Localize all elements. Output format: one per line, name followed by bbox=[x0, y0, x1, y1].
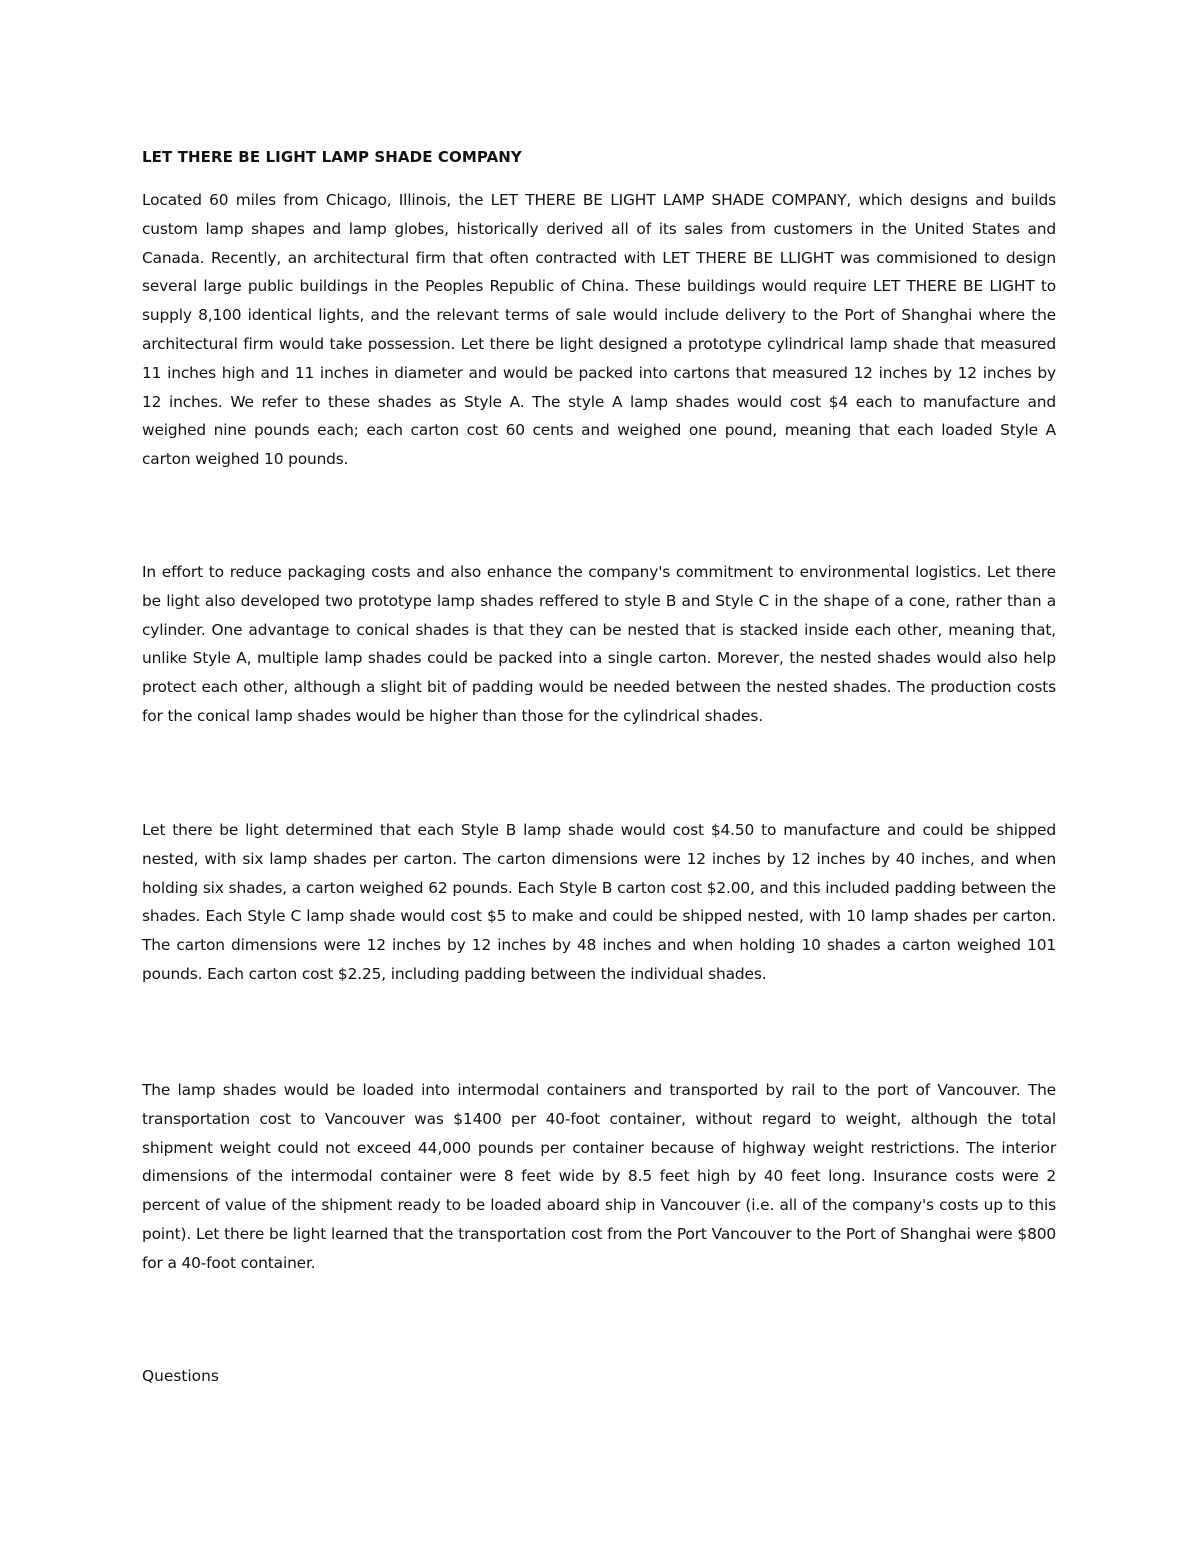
paragraph-transportation: The lamp shades would be loaded into intermodal containers and transported by rail to the port of Vancouver. The transportation cost to Vancouver was $1400 per 40-foot container, without regard to weight, although the total shipment weight could not exceed 44,000 pounds per container because of highway weight restrictions. The interior dimensions of the intermodal container were 8 feet wide by 8.5 feet high by 40 feet long. Insurance costs were 2 percent of value of the shipment ready to be loaded aboard ship in Vancouver (i.e. all of the company's costs up to this point). Let there be light learned that the transportation cost from the Port Vancouver to the Port of Shanghai were $800 for a 40-foot container. bbox=[142, 1081, 1056, 1272]
document-title: LET THERE BE LIGHT LAMP SHADE COMPANY bbox=[142, 148, 522, 166]
paragraph-style-b-c-costs: Let there be light determined that each Style B lamp shade would cost $4.50 to manufacture and could be shipped nested, with six lamp shades per carton. The carton dimensions were 12 inches by 12 inches by 40 inches, and when holding six shades, a carton weighed 62 pounds. Each Style B carton cost $2.00, and this included padding between the shades. Each Style C lamp shade would cost $5 to make and could be shipped nested, with 10 lamp shades per carton. The carton dimensions were 12 inches by 12 inches by 48 inches and when holding 10 shades a carton weighed 101 pounds. Each carton cost $2.25, including padding between the individual shades. bbox=[142, 821, 1056, 983]
questions-heading: Questions bbox=[142, 1367, 219, 1385]
paragraph-company-background: Located 60 miles from Chicago, Illinois, the LET THERE BE LIGHT LAMP SHADE COMPANY, which designs and builds custom lamp shapes and lamp globes, historically derived all of its sales from customers in the United States and Canada. Recently, an architectural firm that often contracted with LET THERE BE LLIGHT was commisioned to design several large public buildings in the Peoples Republic of China. These buildings would require LET THERE BE LIGHT to supply 8,100 identical lights, and the relevant terms of sale would include delivery to the Port of Shanghai where the architectural firm would take possession. Let there be light designed a prototype cylindrical lamp shade that measured 11 inches high and 11 inches in diameter and would be packed into cartons that measured 12 inches by 12 inches by 12 inches. We refer to these shades as Style A. The style A lamp shades would cost $4 each to manufacture and weighed nine pounds each; each carton cost 60 cents and weighed one pound, meaning that each loaded Style A carton weighed 10 pounds. bbox=[142, 191, 1056, 469]
paragraph-conical-prototypes: In effort to reduce packaging costs and also enhance the company's commitment to environmental logistics. Let there be light also developed two prototype lamp shades reffered to style B and Style C in the shape of a cone, rather than a cylinder. One advantage to conical shades is that they can be nested that is stacked inside each other, meaning that, unlike Style A, multiple lamp shades could be packed into a single carton. Morever, the nested shades would also help protect each other, although a slight bit of padding would be needed between the nested shades. The production costs for the conical lamp shades would be higher than those for the cylindrical shades. bbox=[142, 563, 1056, 725]
document-page bbox=[142, 0, 1056, 1553]
